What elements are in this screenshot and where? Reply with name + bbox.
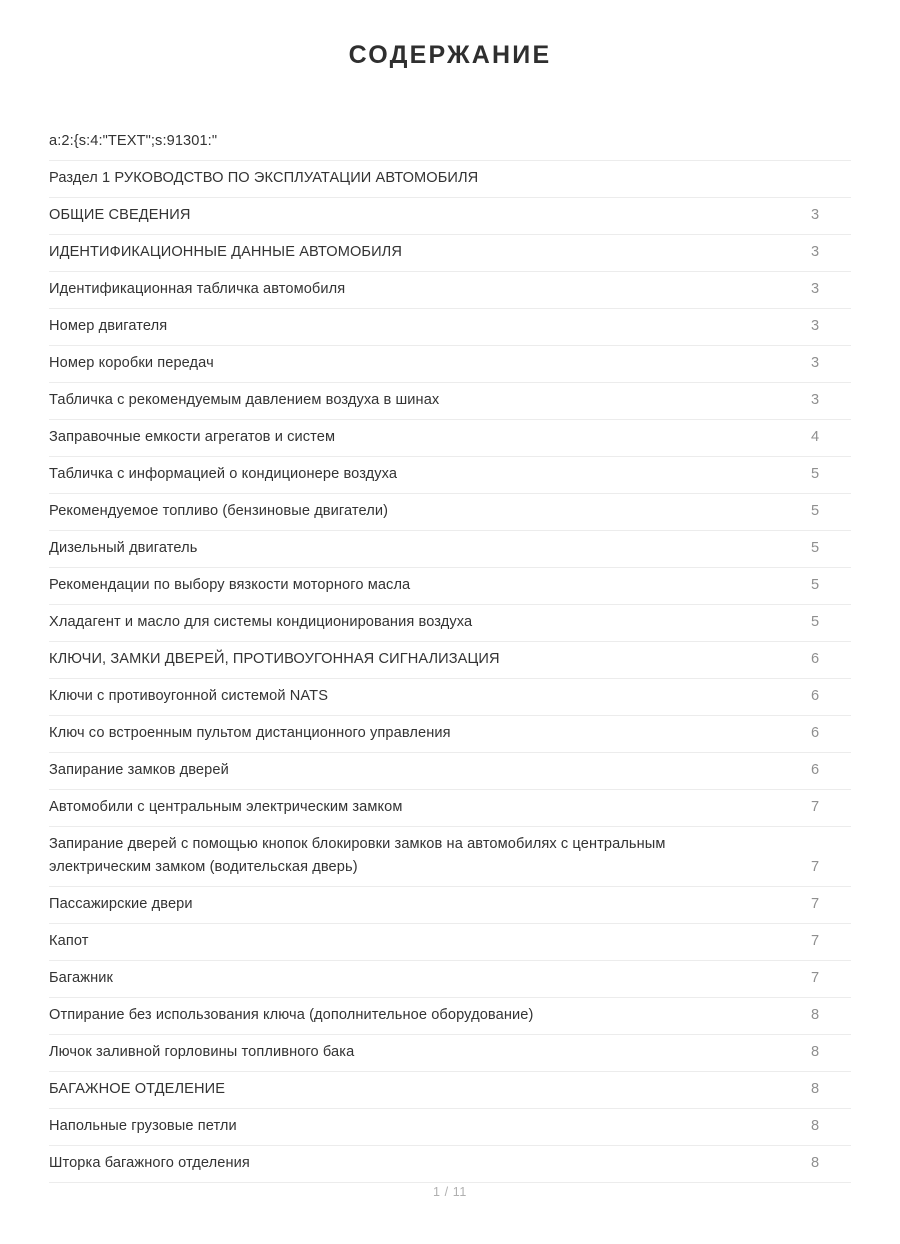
toc-row[interactable] — [49, 1109, 851, 1146]
toc-entry-label: Раздел 1 РУКОВОДСТВО ПО ЭКСПЛУАТАЦИИ АВТОМОБИЛЯ — [49, 170, 479, 186]
toc-row[interactable] — [49, 753, 851, 790]
toc-row[interactable] — [49, 531, 851, 568]
toc-entry-page-number: 3 — [810, 244, 820, 260]
toc-entry-page-number: 4 — [810, 429, 820, 445]
toc-entry-label: Заправочные емкости агрегатов и систем — [49, 429, 336, 445]
toc-entry-label: Ключи с противоугонной системой NATS — [49, 688, 329, 704]
toc-entry-label: Автомобили с центральным электрическим замком — [49, 799, 403, 815]
toc-entry-label: Лючок заливной горловины топливного бака — [49, 1044, 355, 1060]
toc-entry-label: Шторка багажного отделения — [49, 1155, 250, 1171]
toc-entry-page-number: 8 — [810, 1081, 820, 1097]
toc-row[interactable] — [49, 961, 851, 998]
table-of-contents — [49, 124, 851, 1183]
toc-entry-page-number: 6 — [810, 725, 820, 741]
toc-entry-label: Напольные грузовые петли — [49, 1118, 237, 1134]
toc-entry-page-number: 5 — [810, 466, 820, 482]
toc-entry-page-number: 7 — [810, 896, 820, 912]
toc-entry-label: Хладагент и масло для системы кондиционирования воздуха — [49, 614, 473, 630]
toc-row[interactable] — [49, 679, 851, 716]
toc-entry-label: БАГАЖНОЕ ОТДЕЛЕНИЕ — [49, 1081, 226, 1097]
toc-entry-label: Табличка с информацией о кондиционере воздуха — [49, 466, 398, 482]
toc-entry-page-number: 5 — [810, 540, 820, 556]
footer-pagination: 1 / 11 — [433, 1185, 467, 1199]
toc-entry-page-number: 7 — [810, 799, 820, 815]
toc-entry-page-number: 7 — [810, 859, 820, 875]
toc-entry-page-number: 3 — [810, 392, 820, 408]
toc-entry-label: Рекомендации по выбору вязкости моторного масла — [49, 577, 411, 593]
toc-entry-page-number: 8 — [810, 1118, 820, 1134]
toc-entry-label: Багажник — [49, 970, 113, 986]
toc-entry-label: ИДЕНТИФИКАЦИОННЫЕ ДАННЫЕ АВТОМОБИЛЯ — [49, 244, 402, 260]
toc-entry-page-number: 5 — [810, 503, 820, 519]
toc-row[interactable] — [49, 568, 851, 605]
page-title: СОДЕРЖАНИЕ — [348, 41, 552, 69]
toc-entry-label: КЛЮЧИ, ЗАМКИ ДВЕРЕЙ, ПРОТИВОУГОННАЯ СИГНАЛИЗАЦИЯ — [49, 651, 500, 667]
toc-row[interactable] — [49, 198, 851, 235]
toc-entry-label: a:2:{s:4:"TEXT";s:91301:" — [49, 133, 218, 149]
toc-row[interactable] — [49, 494, 851, 531]
toc-entry-label: Капот — [49, 933, 89, 949]
toc-row[interactable] — [49, 605, 851, 642]
toc-row[interactable] — [49, 790, 851, 827]
toc-row[interactable] — [49, 1072, 851, 1109]
toc-row[interactable] — [49, 642, 851, 679]
toc-entry-label: Табличка с рекомендуемым давлением воздуха в шинах — [49, 392, 440, 408]
toc-entry-label: Рекомендуемое топливо (бензиновые двигатели) — [49, 503, 389, 519]
toc-row[interactable] — [49, 272, 851, 309]
toc-row[interactable] — [49, 1146, 851, 1183]
toc-row[interactable] — [49, 457, 851, 494]
toc-row[interactable] — [49, 1035, 851, 1072]
toc-entry-page-number: 5 — [810, 577, 820, 593]
toc-entry-page-number: 3 — [810, 355, 820, 371]
toc-row[interactable] — [49, 383, 851, 420]
toc-entry-label: Номер коробки передач — [49, 355, 214, 371]
toc-row[interactable] — [49, 346, 851, 383]
toc-entry-label: Ключ со встроенным пультом дистанционного управления — [49, 725, 451, 741]
toc-entry-page-number: 6 — [810, 651, 820, 667]
toc-row[interactable] — [49, 924, 851, 961]
toc-row[interactable] — [49, 235, 851, 272]
toc-row[interactable] — [49, 827, 851, 887]
toc-row[interactable] — [49, 309, 851, 346]
toc-entry-page-number: 5 — [810, 614, 820, 630]
toc-entry-label: Запирание замков дверей — [49, 762, 229, 778]
toc-entry-page-number: 3 — [810, 281, 820, 297]
toc-entry-page-number: 8 — [810, 1155, 820, 1171]
toc-entry-label: Отпирание без использования ключа (дополнительное оборудование) — [49, 1007, 534, 1023]
toc-entry-label: Номер двигателя — [49, 318, 168, 334]
toc-row[interactable] — [49, 124, 851, 161]
toc-row[interactable] — [49, 716, 851, 753]
toc-row[interactable] — [49, 420, 851, 457]
toc-row[interactable] — [49, 887, 851, 924]
toc-row[interactable] — [49, 161, 851, 198]
page-footer — [0, 1183, 900, 1244]
toc-row[interactable] — [49, 998, 851, 1035]
toc-entry-page-number: 3 — [810, 318, 820, 334]
toc-entry-label: Пассажирские двери — [49, 896, 193, 912]
toc-entry-page-number: 6 — [810, 762, 820, 778]
toc-entry-page-number: 8 — [810, 1007, 820, 1023]
toc-entry-page-number: 8 — [810, 1044, 820, 1060]
toc-entry-label: ОБЩИЕ СВЕДЕНИЯ — [49, 207, 191, 223]
toc-entry-label: Дизельный двигатель — [49, 540, 198, 556]
toc-entry-page-number: 7 — [810, 933, 820, 949]
toc-entry-page-number: 7 — [810, 970, 820, 986]
toc-entry-page-number: 3 — [810, 207, 820, 223]
toc-entry-page-number: 6 — [810, 688, 820, 704]
toc-entry-label: Идентификационная табличка автомобиля — [49, 281, 346, 297]
toc-entry-label: Запирание дверей с помощью кнопок блокировки замков на автомобилях с центральным электрическим замком (водительская дверь) — [49, 836, 666, 875]
